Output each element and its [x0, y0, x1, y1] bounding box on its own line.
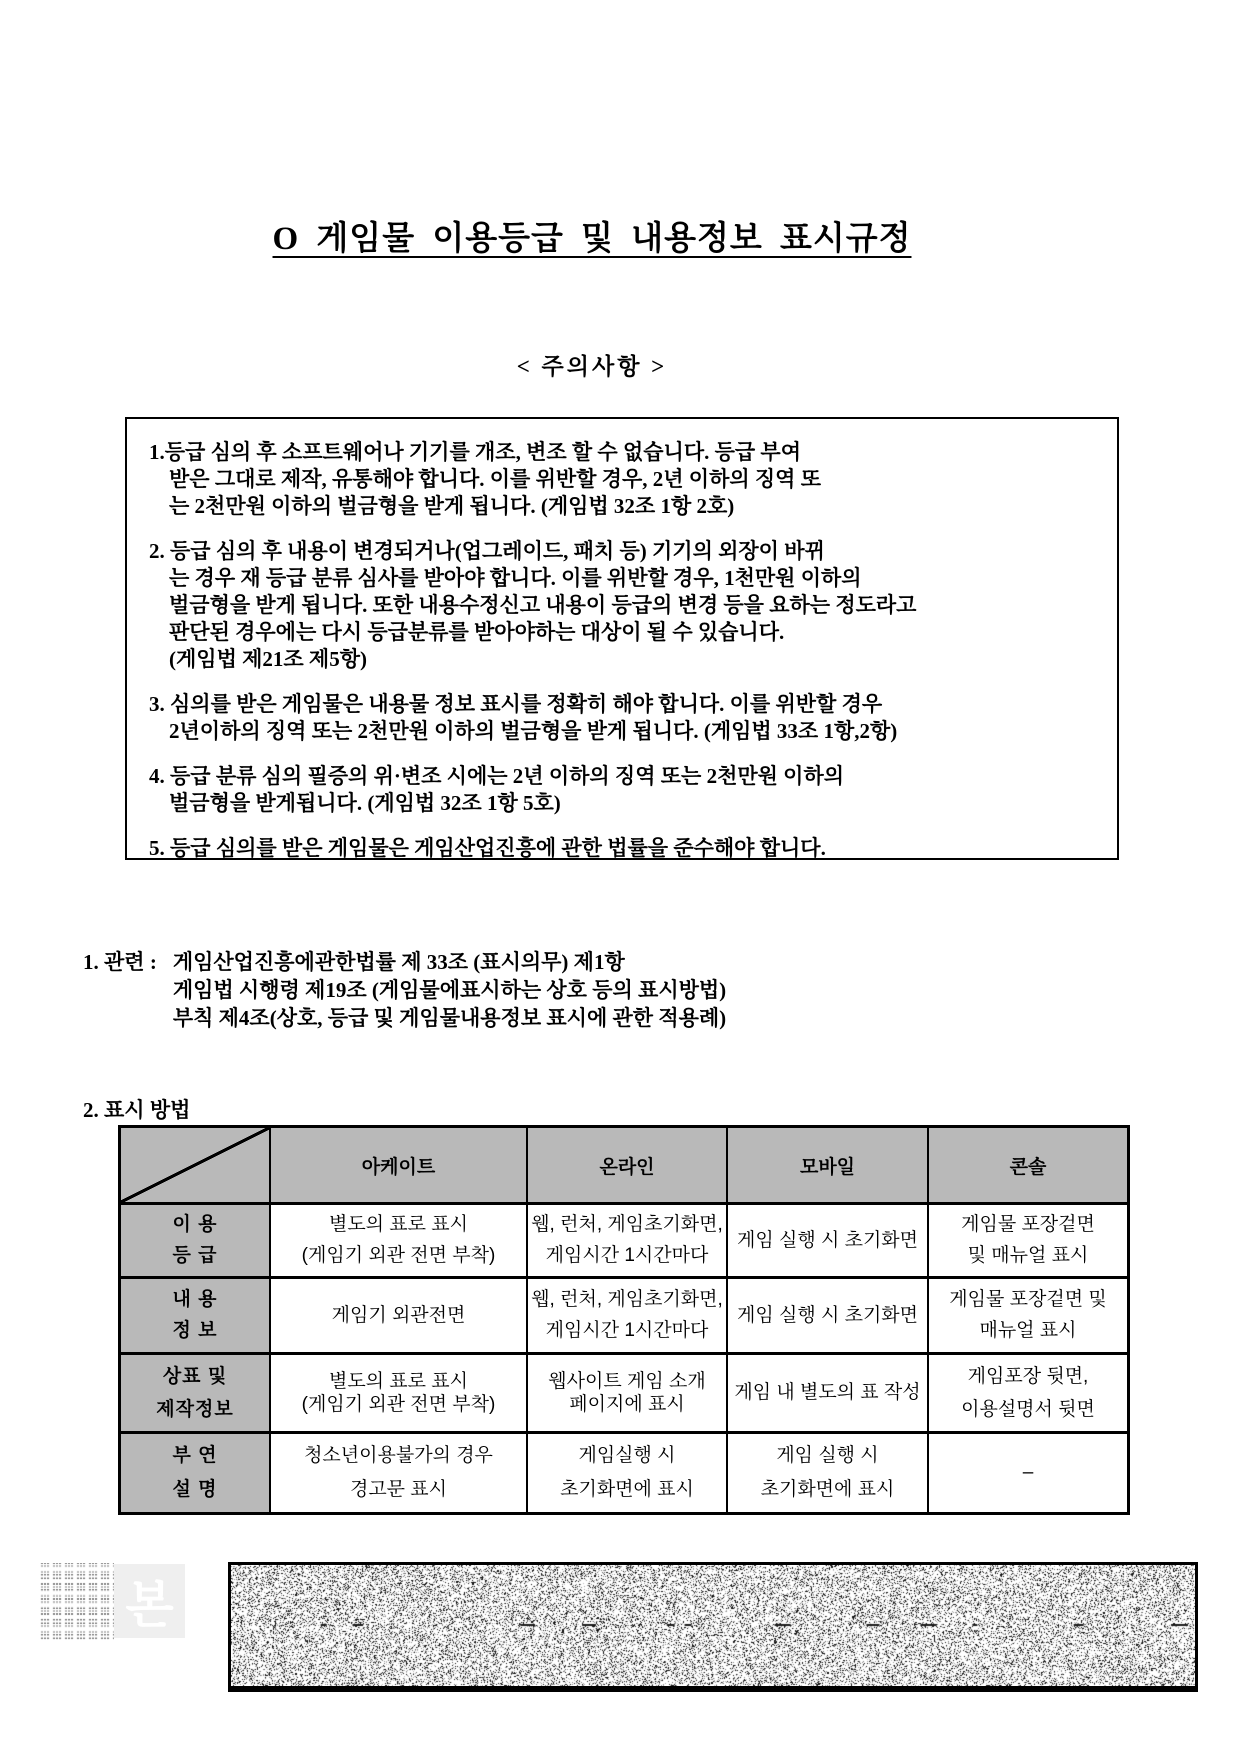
row-header-additional-note: 부 연 설 명: [121, 1434, 271, 1512]
cell-content-online: 웹, 런처, 게임초기화면, 게임시간 1시간마다: [528, 1279, 728, 1352]
caution-heading: < 주의사항 >: [516, 354, 668, 379]
cell-content-mobile: 게임 실행 시 초기화면: [728, 1279, 929, 1352]
notice-line: 받은 그대로 제작, 유통해야 합니다. 이를 위반할 경우, 2년 이하의 징역 또: [169, 467, 822, 491]
table-row-usage-rating: [121, 1205, 1127, 1279]
notice-line: 는 2천만원 이하의 벌금형을 받게 됩니다. (게임법 32조 1항 2호): [169, 494, 735, 518]
cell-content-console: 게임물 포장겉면 및 매뉴얼 표시: [949, 1288, 1107, 1342]
column-header-arcade: 아케이트: [271, 1128, 528, 1202]
notice-line: 4. 등급 분류 심의 필증의 위·변조 시에는 2년 이하의 징역 또는 2천만원 이하의: [149, 764, 845, 788]
scanned-noise-band: [228, 1562, 1198, 1692]
row-header-content-info: 내 용 정 보: [121, 1279, 271, 1352]
notice-item-3: [149, 691, 1101, 745]
display-method-heading: 2. 표시 방법: [83, 1098, 191, 1122]
stamp-character-box: [114, 1564, 185, 1638]
cell-trademark-console: 게임포장 뒷면, 이용설명서 뒷면: [961, 1365, 1095, 1420]
notice-line: 판단된 경우에는 다시 등급분류를 받아야하는 대상이 될 수 있습니다.: [169, 620, 785, 644]
column-header-online: 온라인: [528, 1128, 728, 1202]
notice-item-4: [149, 763, 1101, 817]
cell-usage-arcade: 별도의 표로 표시 (게임기 외관 전면 부착): [271, 1205, 528, 1276]
notice-line: (게임법 제21조 제5항): [169, 647, 367, 671]
cell-content-arcade: 게임기 외관전면: [271, 1279, 528, 1352]
notice-line: 벌금형을 받게됩니다. (게임법 32조 1항 5호): [169, 791, 561, 815]
display-method-table: [118, 1125, 1130, 1515]
page-title: O 게임물 이용등급 및 내용정보 표시규정: [272, 221, 912, 257]
halftone-pattern-square: [40, 1563, 114, 1640]
related-laws-lines: [173, 948, 726, 1032]
notice-line: 는 경우 재 등급 분류 심사를 받아야 합니다. 이를 위반할 경우, 1천만원 이하의: [169, 566, 862, 590]
notice-item-5: [149, 835, 1101, 862]
related-laws-label: 1. 관련 :: [83, 950, 157, 974]
column-header-console: 콘솔: [929, 1128, 1127, 1202]
related-law-line: 게임법 시행령 제19조 (게임물에표시하는 상호 등의 표시방법): [172, 978, 727, 1002]
notice-line: 2. 등급 심의 후 내용이 변경되거나(업그레이드, 패치 등) 기기의 외장이 바뀌: [149, 539, 825, 563]
notice-line: 3. 심의를 받은 게임물은 내용물 정보 표시를 정확히 해야 합니다. 이를 위반할 경우: [149, 692, 883, 716]
table-row-additional-note: [121, 1434, 1127, 1512]
table-row-trademark-production: [121, 1355, 1127, 1434]
notice-line: 2년이하의 징역 또는 2천만원 이하의 벌금형을 받게 됩니다. (게임법 33조 1항,2항): [169, 719, 898, 743]
cell-usage-online: 웹, 런처, 게임초기화면, 게임시간 1시간마다: [528, 1205, 728, 1276]
table-row-content-info: [121, 1279, 1127, 1355]
scanned-noise-image: [231, 1565, 1195, 1686]
cell-usage-console: 게임물 포장겉면 및 매뉴얼 표시: [961, 1214, 1095, 1266]
cell-note-console: –: [1022, 1462, 1034, 1483]
column-header-mobile: 모바일: [728, 1128, 929, 1202]
cell-trademark-online: 웹사이트 게임 소개 페이지에 표시: [528, 1355, 728, 1431]
cell-note-online: 게임실행 시 초기화면에 표시: [528, 1434, 728, 1512]
notice-line: 5. 등급 심의를 받은 게임물은 게임산업진흥에 관한 법률을 준수해야 합니다.: [149, 836, 826, 860]
related-laws-section: [83, 948, 726, 1032]
notice-line: 벌금형을 받게 됩니다. 또한 내용수정신고 내용이 등급의 변경 등을 요하는 정도라고: [169, 593, 917, 617]
cell-usage-mobile: 게임 실행 시 초기화면: [728, 1205, 929, 1276]
cell-trademark-mobile: 게임 내 별도의 표 작성: [728, 1355, 929, 1431]
related-law-line: 게임산업진흥에관한법률 제 33조 (표시의무) 제1항: [172, 950, 625, 974]
notice-item-2: [149, 538, 1101, 673]
notice-item-1: [149, 439, 1101, 520]
row-header-trademark-production: 상표 및 제작정보: [121, 1355, 271, 1431]
table-header-row: [121, 1128, 1127, 1205]
caution-notice-box: [125, 417, 1119, 860]
related-law-line: 부칙 제4조(상호, 등급 및 게임물내용정보 표시에 관한 적용례): [172, 1006, 727, 1030]
cell-trademark-arcade: 별도의 표로 표시 (게임기 외관 전면 부착): [271, 1355, 528, 1431]
notice-line: 1.등급 심의 후 소프트웨어나 기기를 개조, 변조 할 수 없습니다. 등급 부여: [149, 440, 802, 464]
cell-note-arcade: 청소년이용불가의 경우 경고문 표시: [271, 1434, 528, 1512]
stamp-character: 본: [125, 1577, 174, 1633]
row-header-usage-rating: 이 용 등 급: [121, 1205, 271, 1276]
cell-note-mobile: 게임 실행 시 초기화면에 표시: [728, 1434, 929, 1512]
table-corner-diagonal-cell: [121, 1128, 271, 1202]
